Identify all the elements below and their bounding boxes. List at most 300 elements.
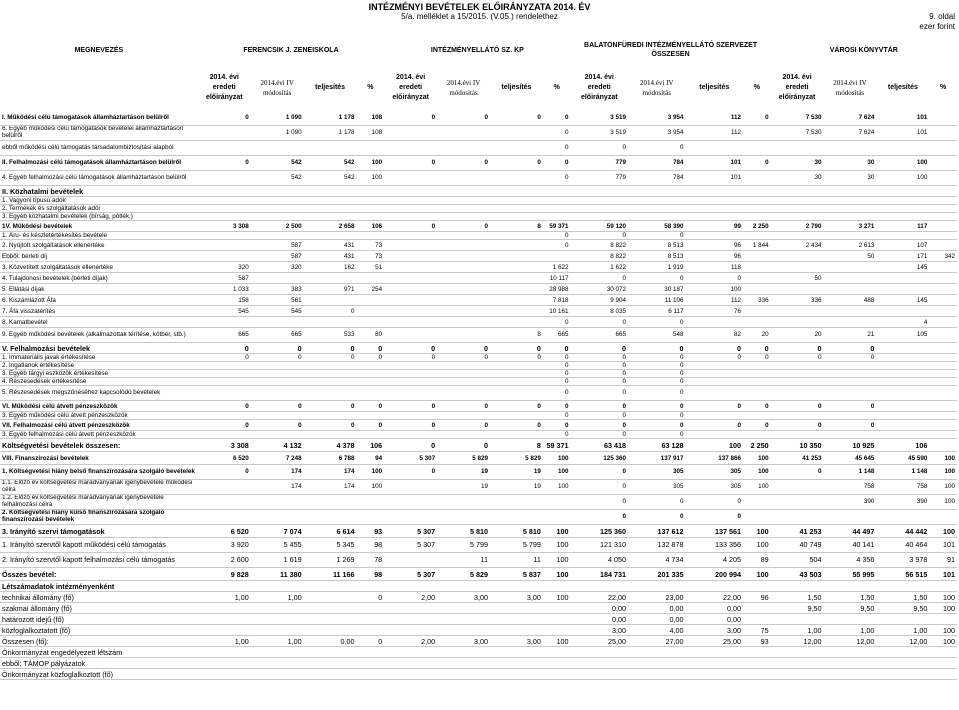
cell-value xyxy=(251,495,304,510)
cell-value: 20 xyxy=(743,328,771,343)
cell-value xyxy=(437,328,490,343)
cell-value: 3 271 xyxy=(824,221,877,232)
table-row xyxy=(0,386,957,401)
cell-value: 0 xyxy=(384,111,437,126)
cell-value xyxy=(929,401,957,412)
cell-value xyxy=(490,197,543,205)
cell-value: 100 xyxy=(357,171,385,186)
cell-value xyxy=(743,669,771,680)
cell-value: 0 xyxy=(771,354,824,362)
cell-value xyxy=(743,171,771,186)
cell-value: 100 xyxy=(743,480,771,495)
cell-value xyxy=(304,295,357,306)
cell-value: 25,00 xyxy=(686,636,744,647)
cell-value: 9,50 xyxy=(771,603,824,614)
table-row xyxy=(0,232,957,240)
cell-value: 137 561 xyxy=(686,525,744,538)
cell-value xyxy=(384,480,437,495)
cell-value: 3 308 xyxy=(198,221,251,232)
cell-value: 254 xyxy=(357,284,385,295)
cell-value: 112 xyxy=(686,126,744,141)
cell-value xyxy=(384,317,437,328)
table-row xyxy=(0,213,957,221)
cell-value: 59 371 xyxy=(543,439,571,452)
cell-value xyxy=(490,141,543,156)
cell-value: 0 xyxy=(686,420,744,431)
cell-value xyxy=(357,625,385,636)
cell-value xyxy=(571,197,629,205)
cell-value xyxy=(357,669,385,680)
table-row xyxy=(0,186,957,197)
group-header-intezmenyellato: INTÉZMÉNYELLÁTÓ SZ. KP xyxy=(430,46,524,54)
cell-value xyxy=(876,370,929,378)
cell-value: 5 810 xyxy=(437,525,490,538)
cell-value xyxy=(198,362,251,370)
cell-value xyxy=(929,273,957,284)
cell-value: 2 250 xyxy=(743,221,771,232)
cell-value: 6 117 xyxy=(628,306,686,317)
cell-value: 587 xyxy=(198,273,251,284)
cell-value: 0 xyxy=(198,465,251,480)
cell-value xyxy=(490,213,543,221)
cell-value xyxy=(304,647,357,658)
cell-value xyxy=(686,431,744,439)
cell-value: 0 xyxy=(198,420,251,431)
cell-value: 7 530 xyxy=(771,111,824,126)
table-row xyxy=(0,262,957,273)
cell-value: 3,00 xyxy=(490,592,543,603)
cell-value xyxy=(251,510,304,525)
cell-value: 0 xyxy=(743,420,771,431)
cell-value xyxy=(824,362,877,370)
table-row xyxy=(0,439,957,452)
cell-value xyxy=(437,232,490,240)
cell-value xyxy=(628,581,686,592)
cell-value: 0,00 xyxy=(571,603,629,614)
cell-value: 4 378 xyxy=(304,439,357,452)
cell-value: 100 xyxy=(743,538,771,553)
cell-value: 100 xyxy=(543,452,571,465)
column-header-pct: % xyxy=(553,83,560,91)
cell-value xyxy=(384,510,437,525)
cell-value xyxy=(824,306,877,317)
cell-value: 9,50 xyxy=(824,603,877,614)
cell-value xyxy=(929,647,957,658)
table-row xyxy=(0,284,957,295)
cell-value: 305 xyxy=(686,465,744,480)
cell-value: 320 xyxy=(251,262,304,273)
cell-value: 0 xyxy=(543,111,571,126)
cell-value: 0 xyxy=(384,156,437,171)
cell-value xyxy=(771,284,824,295)
group-header-row xyxy=(0,36,957,64)
cell-value xyxy=(384,232,437,240)
cell-value xyxy=(628,197,686,205)
cell-value: 133 356 xyxy=(686,538,744,553)
column-header-row xyxy=(0,64,957,111)
cell-value: 100 xyxy=(743,452,771,465)
cell-value: 1 090 xyxy=(251,126,304,141)
cell-value: 2 790 xyxy=(771,221,824,232)
cell-value xyxy=(198,386,251,401)
cell-value xyxy=(876,186,929,197)
cell-value xyxy=(929,328,957,343)
cell-value: 132 878 xyxy=(628,538,686,553)
table-row xyxy=(0,251,957,262)
cell-value xyxy=(357,317,385,328)
cell-value: 0 xyxy=(571,232,629,240)
cell-value xyxy=(251,625,304,636)
cell-value: 0 xyxy=(543,141,571,156)
cell-value xyxy=(771,197,824,205)
cell-value xyxy=(743,141,771,156)
cell-value xyxy=(198,317,251,328)
table-row xyxy=(0,240,957,251)
cell-value: 100 xyxy=(876,171,929,186)
cell-value: 89 xyxy=(743,553,771,568)
cell-value: 98 xyxy=(357,538,385,553)
cell-value: 0 xyxy=(251,401,304,412)
cell-value: 533 xyxy=(304,328,357,343)
cell-value: 342 xyxy=(929,251,957,262)
cell-value xyxy=(384,328,437,343)
cell-value: 561 xyxy=(251,295,304,306)
cell-value: 137 866 xyxy=(686,452,744,465)
group-header-konyvtar: VÁROSI KÖNYVTÁR xyxy=(829,46,898,54)
cell-value: 784 xyxy=(628,156,686,171)
cell-value xyxy=(384,431,437,439)
row-label: Önkormányzat közfoglalkoztott (fő) xyxy=(0,669,198,680)
cell-value: 0 xyxy=(490,343,543,354)
cell-value xyxy=(198,669,251,680)
cell-value: 0 xyxy=(628,495,686,510)
cell-value: 59 371 xyxy=(543,221,571,232)
row-label: Összesen (fő): xyxy=(0,636,198,647)
cell-value xyxy=(743,603,771,614)
cell-value xyxy=(251,370,304,378)
cell-value: 0 xyxy=(824,354,877,362)
cell-value: 12,00 xyxy=(876,636,929,647)
row-label: 6. Kiszámlázott Áfa xyxy=(0,295,198,306)
cell-value: 0 xyxy=(543,412,571,420)
cell-value: 45 645 xyxy=(824,452,877,465)
cell-value xyxy=(198,197,251,205)
cell-value: 0 xyxy=(571,401,629,412)
cell-value: 0 xyxy=(490,156,543,171)
cell-value: 10 350 xyxy=(771,439,824,452)
row-label: 2. Termékek és szolgáltatások adói xyxy=(0,205,198,213)
cell-value: 0 xyxy=(571,362,629,370)
cell-value: 542 xyxy=(251,156,304,171)
cell-value: 0 xyxy=(437,111,490,126)
cell-value: 101 xyxy=(876,126,929,141)
cell-value xyxy=(198,126,251,141)
cell-value xyxy=(490,658,543,669)
cell-value: 5 307 xyxy=(384,538,437,553)
cell-value: 2 250 xyxy=(743,439,771,452)
group-header-osszesen: BALATONFÜREDI INTÉZMÉNYELLÁTÓ SZERVEZET ÖSSZESEN xyxy=(584,42,758,58)
cell-value xyxy=(304,412,357,420)
cell-value: 6 614 xyxy=(304,525,357,538)
cell-value: 41 253 xyxy=(771,525,824,538)
cell-value xyxy=(543,205,571,213)
cell-value xyxy=(198,370,251,378)
cell-value xyxy=(490,378,543,386)
cell-value xyxy=(304,658,357,669)
cell-value xyxy=(686,378,744,386)
cell-value xyxy=(304,197,357,205)
cell-value: 50 xyxy=(824,251,877,262)
row-label: I. Működési célú támogatások államháztartáson belülről xyxy=(0,111,198,126)
cell-value: 8 xyxy=(490,328,543,343)
table-row xyxy=(0,221,957,232)
cell-value xyxy=(543,647,571,658)
cell-value xyxy=(543,510,571,525)
cell-value: 0 xyxy=(571,354,629,362)
cell-value: 0 xyxy=(543,156,571,171)
cell-value: 431 xyxy=(304,240,357,251)
cell-value xyxy=(437,510,490,525)
cell-value: 100 xyxy=(543,525,571,538)
cell-value: 1,00 xyxy=(198,636,251,647)
cell-value: 3 954 xyxy=(628,126,686,141)
cell-value: 101 xyxy=(686,156,744,171)
cell-value: 7 074 xyxy=(251,525,304,538)
cell-value xyxy=(251,317,304,328)
cell-value xyxy=(876,378,929,386)
cell-value: 100 xyxy=(743,568,771,581)
cell-value xyxy=(384,126,437,141)
cell-value: 100 xyxy=(357,480,385,495)
cell-value xyxy=(437,141,490,156)
cell-value: 1 178 xyxy=(304,111,357,126)
cell-value xyxy=(251,669,304,680)
cell-value xyxy=(771,186,824,197)
cell-value: 0 xyxy=(490,354,543,362)
table-row xyxy=(0,205,957,213)
cell-value xyxy=(198,205,251,213)
cell-value: 8 822 xyxy=(571,251,629,262)
cell-value: 28 988 xyxy=(543,284,571,295)
table-row xyxy=(0,273,957,284)
cell-value: 171 xyxy=(876,251,929,262)
cell-value xyxy=(490,581,543,592)
cell-value xyxy=(686,647,744,658)
cell-value: 6 520 xyxy=(198,452,251,465)
cell-value xyxy=(686,232,744,240)
table-row xyxy=(0,328,957,343)
cell-value: 587 xyxy=(251,240,304,251)
cell-value xyxy=(771,386,824,401)
cell-value: 1 090 xyxy=(251,111,304,126)
cell-value xyxy=(490,647,543,658)
table-row xyxy=(0,581,957,592)
cell-value xyxy=(198,658,251,669)
cell-value xyxy=(628,205,686,213)
cell-value xyxy=(771,647,824,658)
cell-value: 125 360 xyxy=(571,525,629,538)
cell-value: 100 xyxy=(543,465,571,480)
cell-value xyxy=(384,213,437,221)
cell-value xyxy=(876,232,929,240)
cell-value: 100 xyxy=(543,592,571,603)
cell-value: 112 xyxy=(686,111,744,126)
cell-value xyxy=(929,431,957,439)
cell-value: 4 356 xyxy=(824,553,877,568)
cell-value xyxy=(198,232,251,240)
cell-value xyxy=(357,431,385,439)
cell-value: 21 xyxy=(824,328,877,343)
cell-value xyxy=(824,412,877,420)
cell-value xyxy=(571,205,629,213)
cell-value: 100 xyxy=(543,538,571,553)
cell-value xyxy=(929,284,957,295)
cell-value: 5 345 xyxy=(304,538,357,553)
cell-value xyxy=(357,378,385,386)
cell-value: 0 xyxy=(543,420,571,431)
column-header-modositas: 2014.évi IV módosítás xyxy=(640,78,674,97)
cell-value xyxy=(304,317,357,328)
cell-value: 100 xyxy=(929,636,957,647)
cell-value xyxy=(743,186,771,197)
cell-value xyxy=(771,378,824,386)
cell-value: 1,50 xyxy=(771,592,824,603)
cell-value: 94 xyxy=(357,452,385,465)
cell-value xyxy=(743,205,771,213)
cell-value xyxy=(384,362,437,370)
cell-value xyxy=(743,317,771,328)
cell-value xyxy=(251,614,304,625)
cell-value: 5 829 xyxy=(490,452,543,465)
cell-value xyxy=(929,386,957,401)
cell-value: 100 xyxy=(686,284,744,295)
cell-value xyxy=(490,232,543,240)
column-header-teljesites: teljesítés xyxy=(501,83,532,91)
cell-value: 100 xyxy=(743,465,771,480)
cell-value xyxy=(929,343,957,354)
cell-value: 0 xyxy=(543,343,571,354)
cell-value: 137 612 xyxy=(628,525,686,538)
cell-value xyxy=(771,370,824,378)
cell-value xyxy=(490,240,543,251)
cell-value: 0 xyxy=(543,370,571,378)
cell-value xyxy=(304,141,357,156)
cell-value xyxy=(743,362,771,370)
cell-value: 96 xyxy=(743,592,771,603)
cell-value xyxy=(384,553,437,568)
cell-value: 0 xyxy=(571,412,629,420)
cell-value: 58 390 xyxy=(628,221,686,232)
cell-value: 11 106 xyxy=(628,295,686,306)
cell-value xyxy=(743,581,771,592)
cell-value xyxy=(824,262,877,273)
cell-value: 0 xyxy=(743,156,771,171)
cell-value xyxy=(876,213,929,221)
table-row xyxy=(0,317,957,328)
cell-value xyxy=(686,213,744,221)
cell-value: 0 xyxy=(304,420,357,431)
page-info xyxy=(919,12,955,32)
cell-value: 23,00 xyxy=(628,592,686,603)
group-header-ferencsik: FERENCSIK J. ZENEISKOLA xyxy=(243,46,339,54)
cell-value xyxy=(771,251,824,262)
cell-value: 1 269 xyxy=(304,553,357,568)
cell-value xyxy=(357,658,385,669)
cell-value: 3 308 xyxy=(198,439,251,452)
cell-value xyxy=(251,431,304,439)
cell-value: 59 120 xyxy=(571,221,629,232)
cell-value: 117 xyxy=(876,221,929,232)
cell-value: 0 xyxy=(571,343,629,354)
row-label: határozott idejű (fő) xyxy=(0,614,198,625)
cell-value xyxy=(771,205,824,213)
cell-value xyxy=(929,240,957,251)
cell-value xyxy=(357,603,385,614)
cell-value: 19 xyxy=(437,480,490,495)
cell-value: 0 xyxy=(198,401,251,412)
cell-value: 91 xyxy=(929,553,957,568)
cell-value: 41 253 xyxy=(771,452,824,465)
cell-value: 100 xyxy=(543,553,571,568)
cell-value: 4 132 xyxy=(251,439,304,452)
table-row xyxy=(0,111,957,126)
cell-value xyxy=(490,431,543,439)
cell-value xyxy=(384,412,437,420)
cell-value: 7 818 xyxy=(543,295,571,306)
cell-value xyxy=(251,412,304,420)
cell-value: 545 xyxy=(251,306,304,317)
cell-value xyxy=(437,669,490,680)
cell-value xyxy=(357,510,385,525)
cell-value xyxy=(304,581,357,592)
cell-value xyxy=(437,171,490,186)
cell-value: 0 xyxy=(686,495,744,510)
cell-value: 0 xyxy=(628,317,686,328)
cell-value xyxy=(824,273,877,284)
cell-value xyxy=(929,439,957,452)
cell-value: 0 xyxy=(198,354,251,362)
cell-value: 0 xyxy=(384,354,437,362)
cell-value xyxy=(304,495,357,510)
cell-value xyxy=(929,295,957,306)
row-label: 1V. Működési bevételek xyxy=(0,221,198,232)
cell-value xyxy=(437,658,490,669)
cell-value xyxy=(876,386,929,401)
cell-value: 5 799 xyxy=(437,538,490,553)
cell-value: 5 799 xyxy=(490,538,543,553)
cell-value: 0 xyxy=(437,439,490,452)
row-label: Költségvetési bevételek összesen: xyxy=(0,439,198,452)
cell-value xyxy=(357,205,385,213)
cell-value: 11 166 xyxy=(304,568,357,581)
cell-value: 542 xyxy=(304,156,357,171)
column-header-pct: % xyxy=(753,83,760,91)
cell-value xyxy=(384,495,437,510)
cell-value xyxy=(929,420,957,431)
cell-value xyxy=(437,273,490,284)
cell-value: 1,00 xyxy=(824,625,877,636)
cell-value xyxy=(929,213,957,221)
cell-value: 2 613 xyxy=(824,240,877,251)
table-row xyxy=(0,636,957,647)
row-label: 2. Költségvetési hiány külső finanszírozására szolgáló finanszírozási bevételek xyxy=(0,510,198,525)
column-header-modositas: 2014.évi IV módosítás xyxy=(260,78,294,97)
cell-value xyxy=(437,262,490,273)
cell-value: 2 658 xyxy=(304,221,357,232)
cell-value xyxy=(357,647,385,658)
cell-value: 0 xyxy=(771,465,824,480)
cell-value xyxy=(198,614,251,625)
